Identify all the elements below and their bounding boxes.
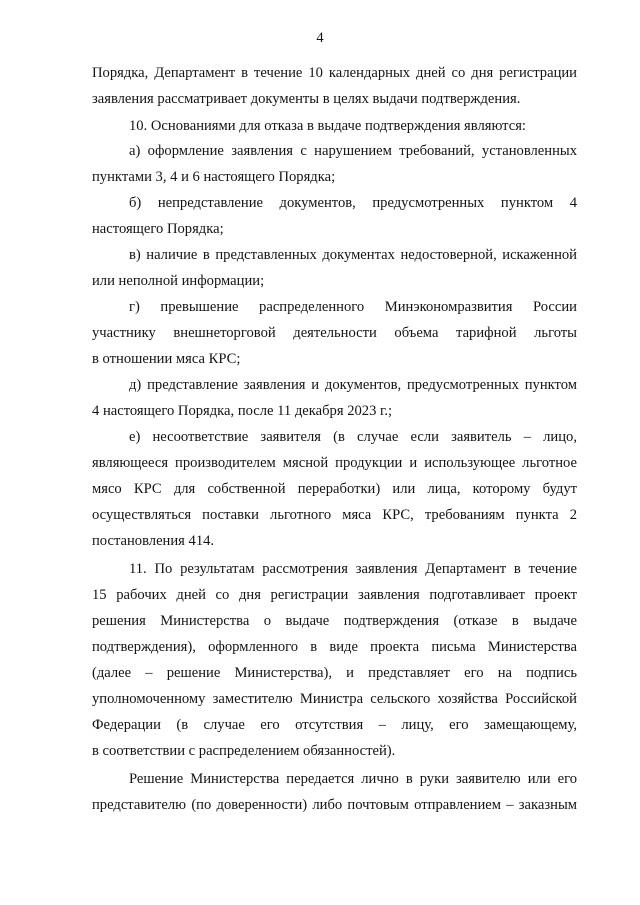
text-line: в соответствии с распределением обязанностей).: [92, 743, 396, 759]
text-line: в) наличие в представленных документах недостоверной, искаженной: [129, 247, 577, 263]
text-line: осуществляться поставки льготного мяса КРС, требованиям пункта 2: [92, 507, 577, 523]
text-line: постановления 414.: [92, 533, 215, 549]
text-line: заявления рассматривает документы в целях выдачи подтверждения.: [92, 91, 521, 107]
text-line: Порядка, Департамент в течение 10 календарных дней со дня регистрации: [92, 65, 577, 81]
text-line: настоящего Порядка;: [92, 221, 224, 237]
text-line: б) непредставление документов, предусмотренных пунктом 4: [129, 195, 577, 211]
text-line: 10. Основаниями для отказа в выдаче подтверждения являются:: [129, 118, 526, 134]
text-line: представителю (по доверенности) либо почтовым отправлением – заказным: [92, 797, 577, 813]
text-line: пунктами 3, 4 и 6 настоящего Порядка;: [92, 169, 336, 185]
text-line: д) представление заявления и документов, предусмотренных пунктом: [129, 377, 577, 393]
text-line: подтверждения), оформленного в виде проекта письма Министерства: [92, 639, 577, 655]
text-line: участнику внешнеторговой деятельности объема тарифной льготы: [92, 325, 577, 341]
text-line: 4 настоящего Порядка, после 11 декабря 2023 г.;: [92, 403, 393, 419]
text-line: 11. По результатам рассмотрения заявления Департамент в течение: [129, 561, 577, 577]
text-line: решения Министерства о выдаче подтверждения (отказе в выдаче: [92, 613, 577, 629]
text-line: 15 рабочих дней со дня регистрации заявления подготавливает проект: [92, 587, 577, 603]
text-line: являющееся производителем мясной продукции и использующее льготное: [92, 455, 577, 471]
text-line: мясо КРС для собственной переработки) или лица, которому будут: [92, 481, 577, 497]
text-line: а) оформление заявления с нарушением требований, установленных: [129, 143, 577, 159]
page-number: 4: [316, 30, 324, 46]
text-line: в отношении мяса КРС;: [92, 351, 241, 367]
text-line: (далее – решение Министерства), и представляет его на подпись: [92, 665, 577, 681]
text-line: Федерации (в случае его отсутствия – лицу, его замещающему,: [92, 717, 577, 733]
text-line: е) несоответствие заявителя (в случае если заявитель – лицо,: [129, 429, 577, 445]
text-line: Решение Министерства передается лично в руки заявителю или его: [129, 771, 577, 787]
text-line: г) превышение распределенного Минэкономразвития России: [129, 299, 577, 315]
text-line: уполномоченному заместителю Министра сельского хозяйства Российской: [92, 691, 577, 707]
text-line: или неполной информации;: [92, 273, 265, 289]
